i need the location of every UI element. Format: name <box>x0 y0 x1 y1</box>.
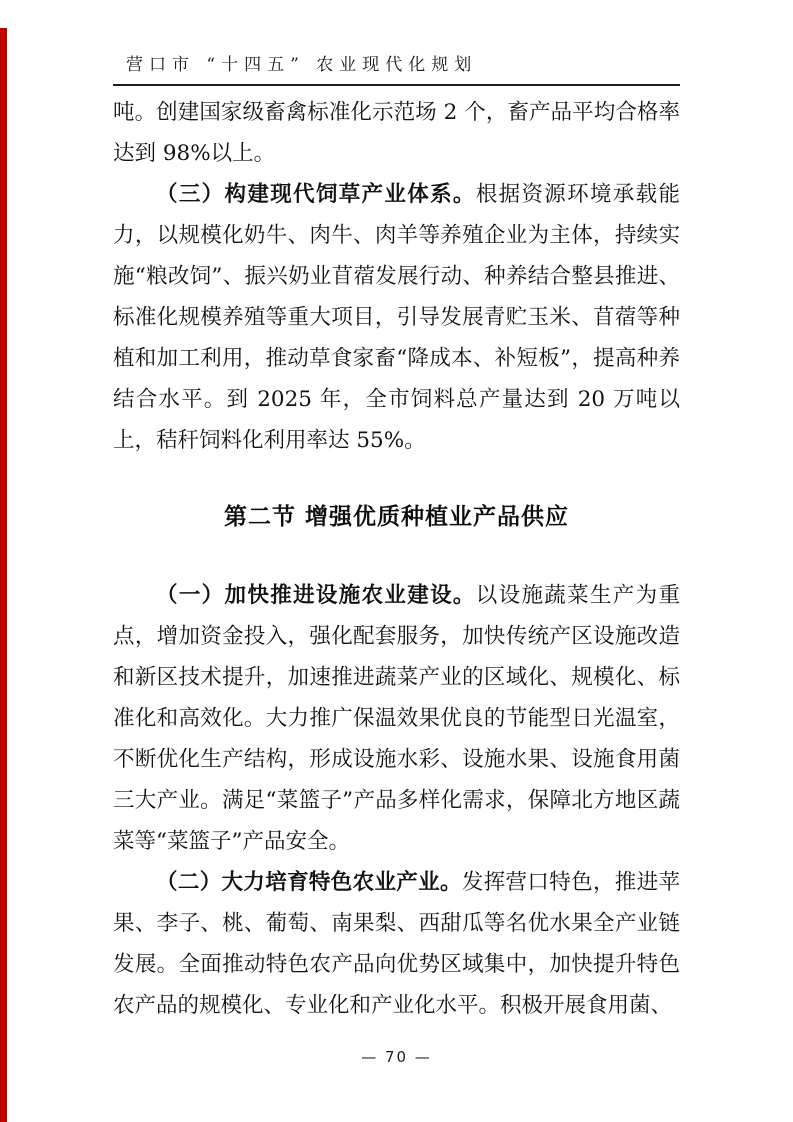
paragraph-item-3 <box>113 174 680 461</box>
section-heading: 第二节 增强优质种植业产品供应 <box>223 504 569 530</box>
paragraph-text: 吨。创建国家级畜禽标准化示范场 2 个，畜产品平均合格率达到 98%以上。 <box>113 100 680 166</box>
paragraph-text: 发挥营口特色，推进苹果、李子、桃、葡萄、南果梨、西甜瓜等名优水果全产业链发展。全面推动特色农产品向优势区域集中，加快提升特色农产品的规模化、专业化和产业化水平。积极开展食用菌、 <box>113 870 680 1018</box>
paragraph-lead: （三）构建现代饲草产业体系。 <box>156 182 476 207</box>
paragraph-continuation <box>113 92 680 174</box>
document-header-title: 营口市 “十四五” 农业现代化规划 <box>126 55 478 75</box>
paragraph-text: 根据资源环境承载能力，以规模化奶牛、肉牛、肉羊等养殖企业为主体，持续实施“粮改饲”、振兴奶业苜蓿发展行动、种养结合整县推进、标准化规模养殖等重大项目，引导发展青贮玉米、苜蓿等种植和加工利用，推动草食家畜“降成本、补短板”，提高种养结合水平。到 2025 年，全市饲料总产量达到 20 万吨以上，秸秆饲料化利用率达 55%。 <box>113 182 680 453</box>
page-header <box>113 50 680 86</box>
paragraph-item-2 <box>113 862 680 1026</box>
paragraph-lead: （一）加快推进设施农业建设。 <box>156 583 476 608</box>
document-body <box>113 92 680 1026</box>
paragraph-lead: （二）大力培育特色农业产业。 <box>156 870 462 895</box>
left-accent-bar <box>0 28 7 1122</box>
paragraph-text: 以设施蔬菜生产为重点，增加资金投入，强化配套服务，加快传统产区设施改造和新区技术提升，加速推进蔬菜产业的区域化、规模化、标准化和高效化。大力推广保温效果优良的节能型日光温室，不断优化生产结构，形成设施水彩、设施水果、设施食用菌三大产业。满足“菜篮子”产品多样化需求，保障北方地区蔬菜等“菜篮子”产品安全。 <box>113 583 680 854</box>
page-number: — 70 — <box>361 1048 432 1066</box>
paragraph-item-1 <box>113 575 680 862</box>
